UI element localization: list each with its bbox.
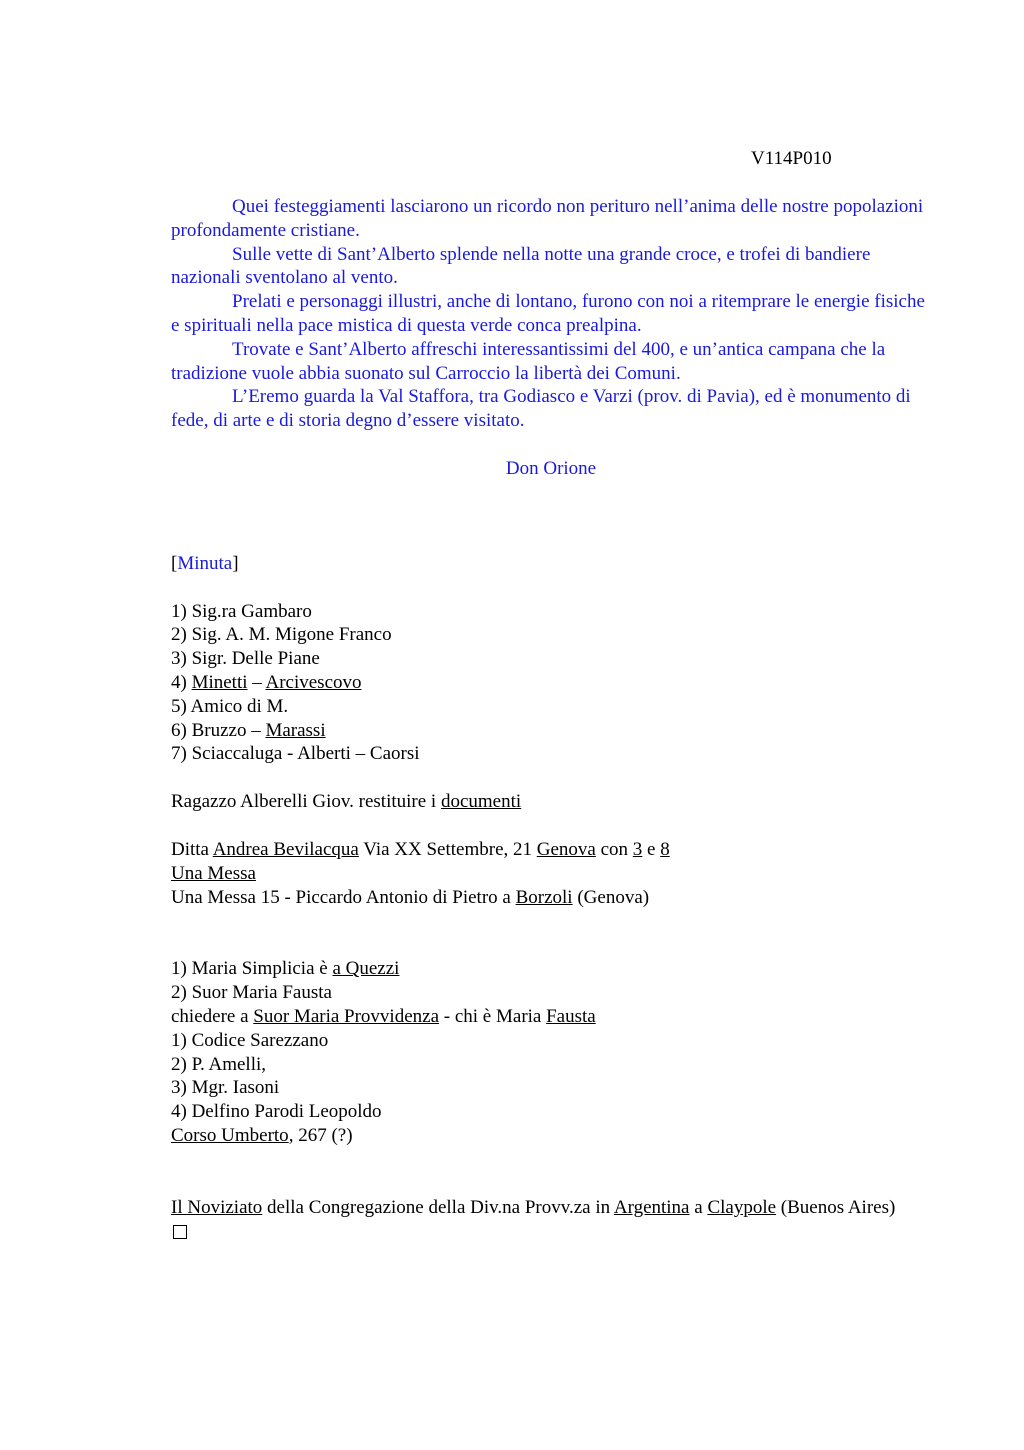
- ditta-con: con: [595, 838, 633, 860]
- paragraph-eremo: L’Eremo guarda la Val Staffora, tra Godiasco e Varzi (prov. di Pavia), ed è monumento di fede, di arte e di storia degno d’essere visitato.: [171, 386, 911, 432]
- list-item-prefix: 4): [171, 671, 192, 693]
- underlined-arcivescovo: Arcivescovo: [265, 671, 362, 693]
- underlined-provvidenza: Suor Maria Provvidenza: [253, 1005, 440, 1027]
- underlined-fausta: Fausta: [546, 1005, 596, 1027]
- ditta-prefix: Ditta: [171, 838, 213, 860]
- chiedere-line: [171, 1005, 931, 1029]
- list-item: 2) P. Amelli,: [171, 1053, 267, 1075]
- underlined-number-8: 8: [660, 838, 670, 860]
- corso-line: [171, 1124, 931, 1148]
- paragraph-croce: Sulle vette di Sant’Alberto splende nella notte una grande croce, e trofei di bandiere nazionali sventolano al vento.: [171, 243, 871, 289]
- paragraph-festeggiamenti: Quei festeggiamenti lasciarono un ricordo non perituro nell’anima delle nostre popolazioni profondamente cristiane.: [171, 196, 924, 241]
- list-item: 4) Delfino Parodi Leopoldo: [171, 1101, 382, 1123]
- document-content: [171, 195, 931, 1245]
- list-item: 1) Codice Sarezzano: [171, 1029, 329, 1051]
- list-item: [171, 957, 931, 981]
- underlined-claypole: Claypole: [707, 1196, 777, 1218]
- ditta-e: e: [642, 838, 661, 860]
- ditta-line: [171, 838, 931, 862]
- ragazzo-text: Ragazzo Alberelli Giov. restituire i: [171, 791, 441, 813]
- underlined-documenti: documenti: [440, 791, 522, 813]
- underlined-corso-umberto: Corso Umberto: [171, 1124, 289, 1146]
- underlined-noviziato: Il Noviziato: [171, 1196, 263, 1218]
- underlined-minetti: Minetti: [191, 671, 248, 693]
- noviziato-line: [171, 1196, 931, 1220]
- noviziato-middle: della Congregazione della Div.na Provv.za in: [262, 1196, 614, 1218]
- ditta-address: Via XX Settembre, 21: [358, 838, 537, 860]
- chiedere-prefix: chiedere a: [171, 1005, 254, 1027]
- list-item: 3) Sigr. Delle Piane: [171, 648, 320, 670]
- noviziato-suffix: (Buenos Aires): [776, 1196, 896, 1218]
- suore-list: [171, 957, 931, 1147]
- messa-prefix: Una Messa 15 - Piccardo Antonio di Pietro a: [171, 886, 516, 908]
- messa-suffix: (Genova): [572, 886, 650, 908]
- ditta-block: [171, 838, 931, 909]
- document-code: V114P010: [751, 148, 832, 169]
- underlined-quezzi: a Quezzi: [332, 958, 400, 980]
- paragraph-prelati: Prelati e personaggi illustri, anche di lontano, furono con noi a ritemprare le energie fisiche e spirituali nella pace mistica di questa verde conca prealpina.: [171, 291, 925, 336]
- contact-list: [171, 600, 931, 767]
- chiedere-middle: - chi è Maria: [439, 1005, 547, 1027]
- underlined-borzoli: Borzoli: [515, 886, 573, 908]
- list-item: 3) Mgr. Iasoni: [171, 1077, 280, 1099]
- underlined-argentina: Argentina: [613, 1196, 690, 1218]
- minuta-heading: [171, 552, 931, 576]
- paragraph-affreschi: Trovate e Sant’Alberto affreschi interessantissimi del 400, e un’antica campana che la tradizione vuole abbia suonato sul Carroccio la libertà dei Comuni.: [171, 338, 886, 384]
- underlined-genova: Genova: [536, 838, 596, 860]
- letter-body: [171, 195, 931, 433]
- ragazzo-note: [171, 790, 931, 814]
- una-messa-line: Una Messa: [171, 862, 256, 884]
- noviziato-a: a: [689, 1196, 708, 1218]
- list-item: 2) Sig. A. M. Migone Franco: [171, 624, 392, 646]
- list-item-separator: –: [247, 671, 266, 693]
- messa-piccardo-line: [171, 886, 931, 910]
- corso-suffix: , 267 (?): [288, 1124, 353, 1146]
- checkbox-square-icon: [173, 1225, 187, 1239]
- bracket-close: ]: [232, 552, 239, 574]
- underlined-number-3: 3: [632, 838, 643, 860]
- bracket-open: [: [171, 552, 178, 574]
- list-item: 7) Sciaccaluga - Alberti – Caorsi: [171, 743, 420, 765]
- list-item: [171, 719, 931, 743]
- list-item: 5) Amico di M.: [171, 695, 289, 717]
- underlined-bevilacqua: Andrea Bevilacqua: [212, 838, 359, 860]
- list-item-prefix: 1) Maria Simplicia è: [171, 958, 333, 980]
- list-item: 1) Sig.ra Gambaro: [171, 600, 312, 622]
- minuta-label: Minuta: [177, 552, 233, 574]
- underlined-marassi: Marassi: [265, 719, 326, 741]
- list-item-prefix: 6) Bruzzo –: [171, 719, 266, 741]
- list-item: [171, 671, 931, 695]
- signature: Don Orione: [505, 457, 597, 479]
- list-item: 2) Suor Maria Fausta: [171, 982, 332, 1004]
